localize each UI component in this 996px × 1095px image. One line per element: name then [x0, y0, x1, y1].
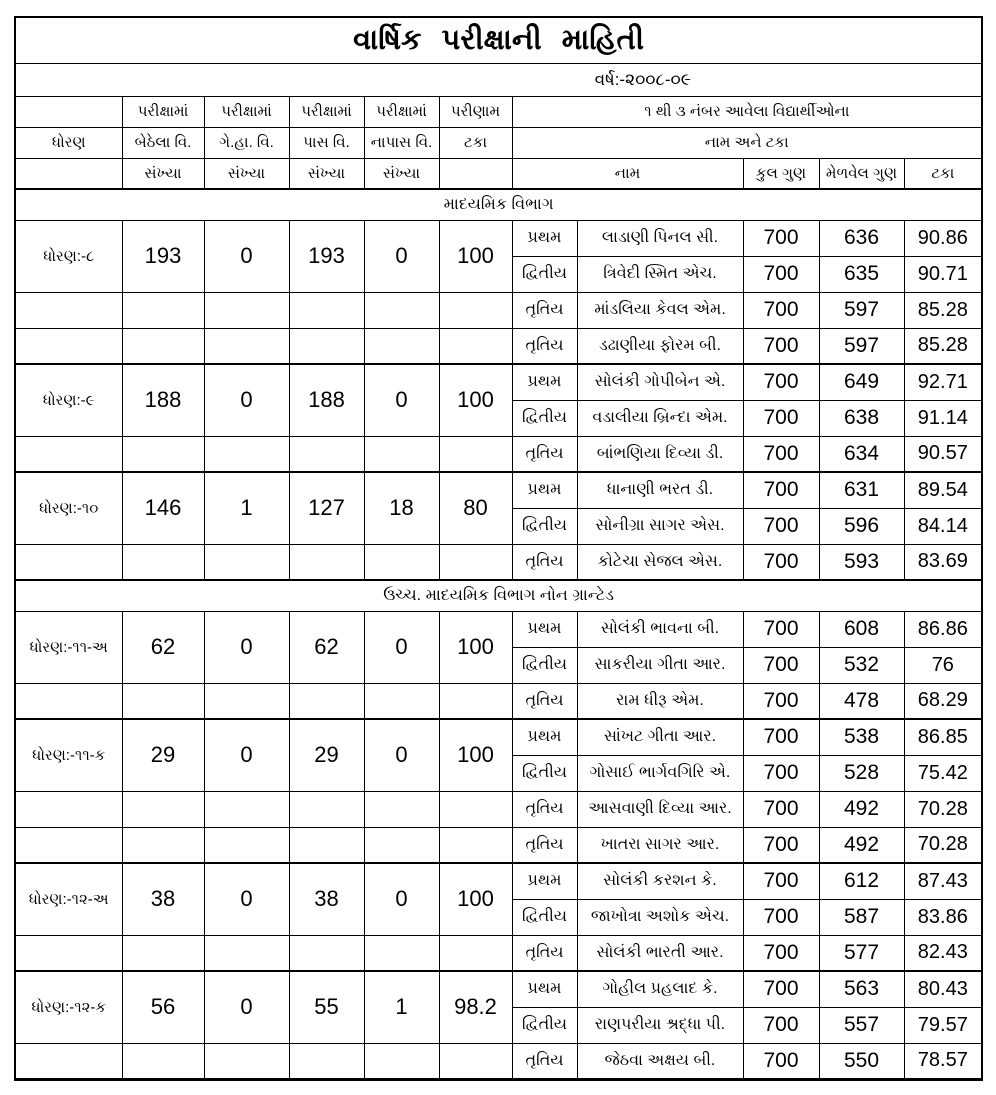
- rank-cell: પ્રથમ: [512, 472, 577, 508]
- percentage: 78.57: [904, 1043, 982, 1079]
- geha-count: 1: [204, 472, 289, 544]
- total-marks: 700: [743, 683, 819, 719]
- rank-cell: દ્વિતીય: [512, 899, 577, 935]
- table-row: [15, 827, 982, 863]
- rank-cell: તૃતિય: [512, 1043, 577, 1079]
- table-row: [15, 935, 982, 971]
- result-pct: 100: [439, 863, 512, 935]
- empty-cell: [122, 436, 204, 472]
- percentage: 86.86: [904, 611, 982, 647]
- passed-count: 55: [289, 971, 364, 1043]
- obtained-marks: 492: [819, 827, 904, 863]
- empty-cell: [439, 436, 512, 472]
- student-name: જેઠવા અક્ષય બી.: [577, 1043, 743, 1079]
- obtained-marks: 563: [819, 971, 904, 1007]
- rank-cell: તૃતિય: [512, 791, 577, 827]
- student-name: સોનીગ્રા સાગર એસ.: [577, 508, 743, 544]
- empty-cell: [289, 544, 364, 580]
- obtained-marks: 649: [819, 364, 904, 400]
- result-pct: 98.2: [439, 971, 512, 1043]
- total-marks: 700: [743, 472, 819, 508]
- obtained-marks: 631: [819, 472, 904, 508]
- obtained-marks: 557: [819, 1007, 904, 1043]
- result-pct: 100: [439, 220, 512, 292]
- rank-cell: પ્રથમ: [512, 863, 577, 899]
- total-marks: 700: [743, 647, 819, 683]
- obtained-marks: 596: [819, 508, 904, 544]
- empty-cell: [439, 791, 512, 827]
- total-marks: 700: [743, 328, 819, 364]
- percentage: 90.86: [904, 220, 982, 256]
- empty-cell: [289, 683, 364, 719]
- passed-header-l3: સંખ્યા: [289, 158, 364, 189]
- appeared-header-l1: પરીક્ષામાં: [122, 96, 204, 127]
- empty-cell: [364, 544, 439, 580]
- page-title: વાર્ષિક પરીક્ષાની માહિતી: [15, 17, 982, 63]
- geha-count: 0: [204, 364, 289, 436]
- rank-cell: પ્રથમ: [512, 611, 577, 647]
- failed-count: 0: [364, 220, 439, 292]
- percentage: 70.28: [904, 791, 982, 827]
- percentage: 83.69: [904, 544, 982, 580]
- annual-exam-table: [14, 16, 983, 1081]
- appeared-count: 56: [122, 971, 204, 1043]
- student-name: સોલંકી કરશન કે.: [577, 863, 743, 899]
- result-header-l3-empty: [439, 158, 512, 189]
- rank-cell: તૃતિય: [512, 683, 577, 719]
- passed-count: 127: [289, 472, 364, 544]
- obtained-marks: 612: [819, 863, 904, 899]
- rank-cell: તૃતિય: [512, 436, 577, 472]
- failed-header-l2: નાપાસ વિ.: [364, 127, 439, 158]
- standard-cell: ધોરણ:-૯: [15, 364, 122, 436]
- geha-count: 0: [204, 971, 289, 1043]
- rank-cell: પ્રથમ: [512, 364, 577, 400]
- failed-header-l1: પરીક્ષામાં: [364, 96, 439, 127]
- percentage: 83.86: [904, 899, 982, 935]
- total-marks: 700: [743, 1043, 819, 1079]
- percentage: 84.14: [904, 508, 982, 544]
- appeared-count: 146: [122, 472, 204, 544]
- percentage: 89.54: [904, 472, 982, 508]
- failed-count: 0: [364, 364, 439, 436]
- section-header-row: [15, 189, 982, 220]
- appeared-header-l3: સંખ્યા: [122, 158, 204, 189]
- geha-header-l1: પરીક્ષામાં: [204, 96, 289, 127]
- student-name: સાંખટ ગીતા આર.: [577, 719, 743, 755]
- standard-cell: ધોરણ:-૧૨-અ: [15, 863, 122, 935]
- rank-cell: દ્વિતીય: [512, 755, 577, 791]
- student-name: ગોસાઈ ભાર્ગવગિરિ એ.: [577, 755, 743, 791]
- failed-count: 0: [364, 863, 439, 935]
- empty-cell: [204, 1043, 289, 1079]
- table-row: [15, 683, 982, 719]
- empty-cell: [204, 791, 289, 827]
- geha-header-l3: સંખ્યા: [204, 158, 289, 189]
- empty-cell: [204, 292, 289, 328]
- passed-header-l2: પાસ વિ.: [289, 127, 364, 158]
- toppers-header-title: ૧ થી ૩ નંબર આવેલા વિદ્યાર્થીઓના: [512, 96, 982, 127]
- empty-cell: [204, 683, 289, 719]
- percentage: 79.57: [904, 1007, 982, 1043]
- empty-cell: [289, 827, 364, 863]
- obtained-marks: 635: [819, 256, 904, 292]
- empty-cell: [439, 328, 512, 364]
- student-name: ધાનાણી ભરત ડી.: [577, 472, 743, 508]
- student-name: કોટેચા સેજલ એસ.: [577, 544, 743, 580]
- passed-header-l1: પરીક્ષામાં: [289, 96, 364, 127]
- empty-cell: [15, 827, 122, 863]
- empty-cell: [122, 544, 204, 580]
- appeared-count: 193: [122, 220, 204, 292]
- empty-cell: [15, 544, 122, 580]
- toppers-header-subtitle: નામ અને ટકા: [512, 127, 982, 158]
- passed-count: 38: [289, 863, 364, 935]
- percentage: 70.28: [904, 827, 982, 863]
- appeared-count: 62: [122, 611, 204, 683]
- header-row-3: [15, 158, 982, 189]
- percentage: 92.71: [904, 364, 982, 400]
- obtained-marks: 597: [819, 328, 904, 364]
- year-cell: [15, 63, 982, 96]
- table-row: [15, 472, 982, 508]
- total-marks: 700: [743, 544, 819, 580]
- failed-count: 0: [364, 719, 439, 791]
- title-row: [15, 17, 982, 63]
- obtained-marks: 597: [819, 292, 904, 328]
- table-row: [15, 544, 982, 580]
- rank-cell: પ્રથમ: [512, 719, 577, 755]
- total-marks: 700: [743, 611, 819, 647]
- empty-cell: [15, 935, 122, 971]
- empty-cell: [289, 1043, 364, 1079]
- empty-cell: [122, 791, 204, 827]
- failed-count: 1: [364, 971, 439, 1043]
- standard-header: ધોરણ: [15, 127, 122, 158]
- obtained-marks: 538: [819, 719, 904, 755]
- obtained-marks: 634: [819, 436, 904, 472]
- obtained-marks: 528: [819, 755, 904, 791]
- empty-cell: [204, 935, 289, 971]
- empty-cell: [364, 935, 439, 971]
- empty-cell: [122, 827, 204, 863]
- result-pct: 80: [439, 472, 512, 544]
- table-row: [15, 220, 982, 256]
- obtained-marks: 638: [819, 400, 904, 436]
- empty-cell: [289, 935, 364, 971]
- appeared-header-l2: બેઠેલા વિ.: [122, 127, 204, 158]
- empty-cell: [204, 544, 289, 580]
- empty-cell: [439, 935, 512, 971]
- empty-cell: [364, 791, 439, 827]
- result-header-l2: ટકા: [439, 127, 512, 158]
- total-marks: 700: [743, 400, 819, 436]
- failed-count: 0: [364, 611, 439, 683]
- standard-header-top-empty: [15, 96, 122, 127]
- student-name: ત્રિવેદી સ્મિત એચ.: [577, 256, 743, 292]
- empty-cell: [439, 683, 512, 719]
- empty-cell: [289, 328, 364, 364]
- geha-count: 0: [204, 719, 289, 791]
- year-label: વર્ષ:-૨૦૦૮-૦૯: [594, 69, 691, 89]
- student-name: ડઢાણીયા ફોરમ બી.: [577, 328, 743, 364]
- empty-cell: [122, 292, 204, 328]
- rank-cell: તૃતિય: [512, 827, 577, 863]
- percentage: 85.28: [904, 292, 982, 328]
- empty-cell: [364, 827, 439, 863]
- student-name: આસવાણી દિવ્યા આર.: [577, 791, 743, 827]
- percentage: 82.43: [904, 935, 982, 971]
- header-row-2: [15, 127, 982, 158]
- table-row: [15, 719, 982, 755]
- obtained-marks: 608: [819, 611, 904, 647]
- name-column-header: નામ: [512, 158, 743, 189]
- failed-count: 18: [364, 472, 439, 544]
- total-marks-column-header: કુલ ગુણ: [743, 158, 819, 189]
- empty-cell: [439, 827, 512, 863]
- empty-cell: [289, 292, 364, 328]
- student-name: લાડાણી પિનલ સી.: [577, 220, 743, 256]
- student-name: બાંભણિયા દિવ્યા ડી.: [577, 436, 743, 472]
- obtained-marks: 550: [819, 1043, 904, 1079]
- table-row: [15, 863, 982, 899]
- empty-cell: [204, 436, 289, 472]
- empty-cell: [15, 292, 122, 328]
- empty-cell: [204, 328, 289, 364]
- rank-cell: તૃતિય: [512, 935, 577, 971]
- table-row: [15, 328, 982, 364]
- standard-cell: ધોરણ:-૧૦: [15, 472, 122, 544]
- appeared-count: 188: [122, 364, 204, 436]
- result-header-l1: પરીણામ: [439, 96, 512, 127]
- obtained-marks: 478: [819, 683, 904, 719]
- student-name: જાખોત્રા અશોક એચ.: [577, 899, 743, 935]
- table-row: [15, 791, 982, 827]
- empty-cell: [364, 436, 439, 472]
- geha-count: 0: [204, 863, 289, 935]
- student-name: ગોહીલ પ્રહલાદ કે.: [577, 971, 743, 1007]
- student-name: ખાતરા સાગર આર.: [577, 827, 743, 863]
- empty-cell: [122, 683, 204, 719]
- empty-cell: [439, 1043, 512, 1079]
- empty-cell: [15, 1043, 122, 1079]
- rank-cell: દ્વિતીય: [512, 647, 577, 683]
- rank-cell: દ્વિતીય: [512, 508, 577, 544]
- total-marks: 700: [743, 899, 819, 935]
- total-marks: 700: [743, 436, 819, 472]
- result-pct: 100: [439, 719, 512, 791]
- empty-cell: [439, 544, 512, 580]
- standard-cell: ધોરણ:-૧૧-ક: [15, 719, 122, 791]
- empty-cell: [439, 292, 512, 328]
- percentage: 85.28: [904, 328, 982, 364]
- empty-cell: [364, 292, 439, 328]
- total-marks: 700: [743, 755, 819, 791]
- empty-cell: [289, 791, 364, 827]
- appeared-count: 38: [122, 863, 204, 935]
- year-row: [15, 63, 982, 96]
- standard-cell: ધોરણ:-૮: [15, 220, 122, 292]
- percentage: 90.57: [904, 436, 982, 472]
- total-marks: 700: [743, 791, 819, 827]
- total-marks: 700: [743, 719, 819, 755]
- total-marks: 700: [743, 256, 819, 292]
- total-marks: 700: [743, 364, 819, 400]
- student-name: રામ ધીરૂ એમ.: [577, 683, 743, 719]
- percentage: 80.43: [904, 971, 982, 1007]
- empty-cell: [364, 683, 439, 719]
- rank-cell: તૃતિય: [512, 328, 577, 364]
- rank-cell: દ્વિતીય: [512, 1007, 577, 1043]
- obtained-marks: 593: [819, 544, 904, 580]
- empty-cell: [15, 683, 122, 719]
- rank-cell: પ્રથમ: [512, 971, 577, 1007]
- table-row: [15, 364, 982, 400]
- empty-cell: [364, 1043, 439, 1079]
- obtained-marks: 492: [819, 791, 904, 827]
- section-title: માદયમિક વિભાગ: [15, 189, 982, 220]
- standard-header-bottom-empty: [15, 158, 122, 189]
- passed-count: 29: [289, 719, 364, 791]
- empty-cell: [289, 436, 364, 472]
- section-header-row: [15, 580, 982, 611]
- geha-count: 0: [204, 220, 289, 292]
- empty-cell: [204, 827, 289, 863]
- total-marks: 700: [743, 508, 819, 544]
- geha-count: 0: [204, 611, 289, 683]
- student-name: વડાલીયા બ્રિન્દા એમ.: [577, 400, 743, 436]
- percentage: 68.29: [904, 683, 982, 719]
- obtained-marks: 577: [819, 935, 904, 971]
- standard-cell: ધોરણ:-૧૨-ક: [15, 971, 122, 1043]
- table-row: [15, 971, 982, 1007]
- rank-cell: દ્વિતીય: [512, 400, 577, 436]
- percentage: 75.42: [904, 755, 982, 791]
- standard-cell: ધોરણ:-૧૧-અ: [15, 611, 122, 683]
- empty-cell: [15, 436, 122, 472]
- student-name: સોલંકી ભારતી આર.: [577, 935, 743, 971]
- student-name: સોલંકી ભાવના બી.: [577, 611, 743, 647]
- total-marks: 700: [743, 863, 819, 899]
- student-name: રાણપરીયા શ્રદ્ધા પી.: [577, 1007, 743, 1043]
- total-marks: 700: [743, 827, 819, 863]
- result-pct: 100: [439, 364, 512, 436]
- passed-count: 193: [289, 220, 364, 292]
- obtained-marks: 636: [819, 220, 904, 256]
- header-row-1: [15, 96, 982, 127]
- total-marks: 700: [743, 1007, 819, 1043]
- student-name: સાકરીયા ગીતા આર.: [577, 647, 743, 683]
- section-title: ઉચ્ચ. માદયમિક વિભાગ નોન ગ્રાન્ટેડ: [15, 580, 982, 611]
- student-name: માંડલિયા કેવલ એમ.: [577, 292, 743, 328]
- obtained-marks: 532: [819, 647, 904, 683]
- empty-cell: [122, 935, 204, 971]
- obtained-marks: 587: [819, 899, 904, 935]
- total-marks: 700: [743, 220, 819, 256]
- table-row: [15, 611, 982, 647]
- empty-cell: [122, 328, 204, 364]
- total-marks: 700: [743, 971, 819, 1007]
- table-row: [15, 436, 982, 472]
- rank-cell: દ્વિતીય: [512, 256, 577, 292]
- result-pct: 100: [439, 611, 512, 683]
- obtained-marks-column-header: મેળવેલ ગુણ: [819, 158, 904, 189]
- table-row: [15, 1043, 982, 1079]
- percentage: 87.43: [904, 863, 982, 899]
- failed-header-l3: સંખ્યા: [364, 158, 439, 189]
- total-marks: 700: [743, 935, 819, 971]
- empty-cell: [15, 328, 122, 364]
- empty-cell: [364, 328, 439, 364]
- percentage: 91.14: [904, 400, 982, 436]
- empty-cell: [15, 791, 122, 827]
- pct-column-header: ટકા: [904, 158, 982, 189]
- rank-cell: તૃતિય: [512, 544, 577, 580]
- percentage: 90.71: [904, 256, 982, 292]
- empty-cell: [122, 1043, 204, 1079]
- appeared-count: 29: [122, 719, 204, 791]
- geha-header-l2: ગે.હા. વિ.: [204, 127, 289, 158]
- percentage: 76: [904, 647, 982, 683]
- table-row: [15, 292, 982, 328]
- rank-cell: પ્રથમ: [512, 220, 577, 256]
- total-marks: 700: [743, 292, 819, 328]
- rank-cell: તૃતિય: [512, 292, 577, 328]
- student-name: સોલંકી ગોપીબેન એ.: [577, 364, 743, 400]
- percentage: 86.85: [904, 719, 982, 755]
- passed-count: 188: [289, 364, 364, 436]
- passed-count: 62: [289, 611, 364, 683]
